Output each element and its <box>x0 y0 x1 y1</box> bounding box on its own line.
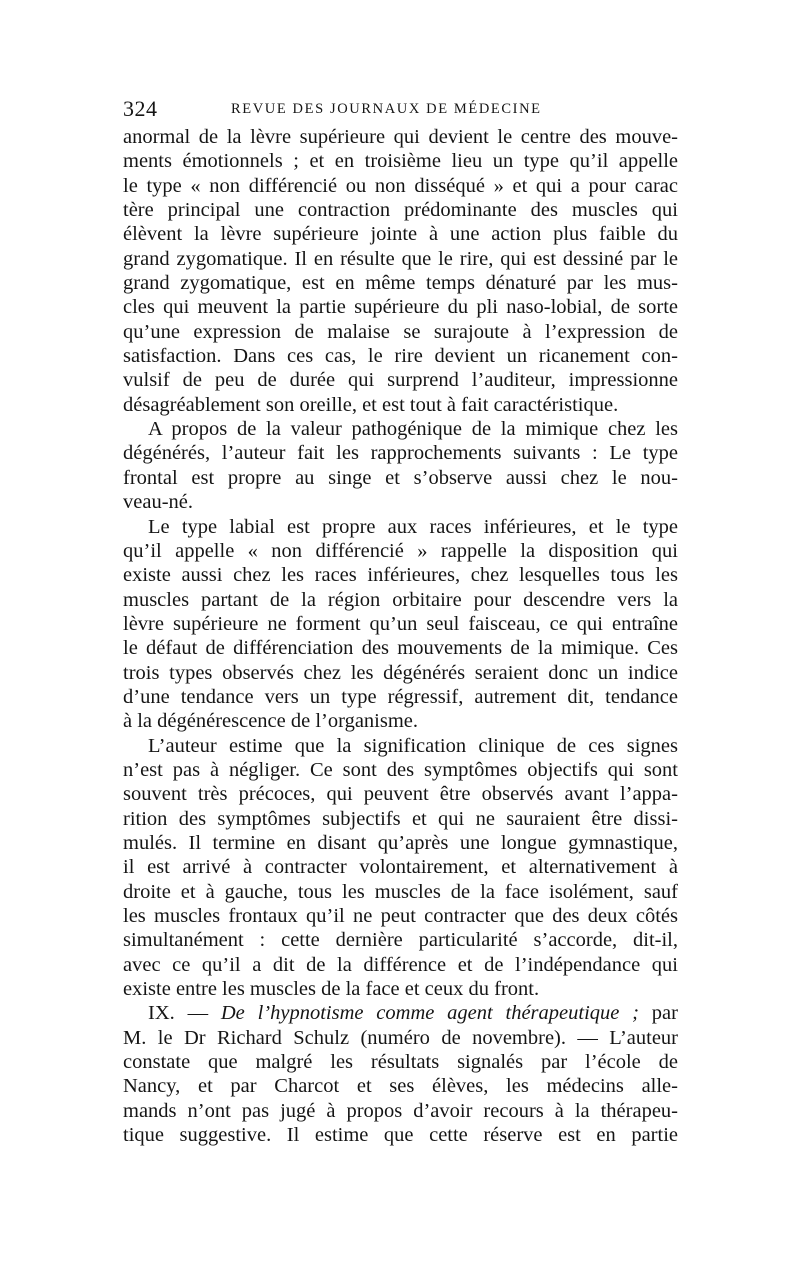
text-line: il est arrivé à contracter volontairement, et alternativement à <box>123 856 678 879</box>
text-line: le défaut de différenciation des mouvements de la mimique. Ces <box>123 637 678 660</box>
text-line: M. le Dr Richard Schulz (numéro de novembre). — L’auteur <box>123 1026 678 1049</box>
text-line: les muscles frontaux qu’il ne peut contracter que des deux côtés <box>123 905 678 927</box>
text-line: existe aussi chez les races inférieures, chez lesquelles tous les <box>123 564 678 587</box>
text-line: grand zygomatique, est en même temps dénaturé par les mus- <box>123 272 678 295</box>
text-line: rition des symptômes subjectifs et qui ne sauraient être dissi- <box>123 807 678 830</box>
text-line: désagréablement son oreille, et est tout à fait caractéristique. <box>123 393 619 416</box>
text-line: Nancy, et par Charcot et ses élèves, les médecins alle- <box>123 1075 678 1098</box>
text-line: grand zygomatique. Il en résulte que le rire, qui est dessiné par le <box>123 247 678 270</box>
text-line: muscles partant de la région orbitaire pour descendre vers la <box>123 588 678 611</box>
text-line: Le type labial est propre aux races inférieures, et le type <box>148 515 678 538</box>
text-line: le type « non différencié ou non disséqué » et qui a pour carac <box>123 174 678 197</box>
text-line: qu’il appelle « non différencié » rappelle la disposition qui <box>123 539 678 562</box>
text-line: vulsif de peu de durée qui surprend l’auditeur, impressionne <box>123 369 678 392</box>
page-header <box>123 96 678 126</box>
text-line: satisfaction. Dans ces cas, le rire devient un ricanement con- <box>123 345 678 368</box>
text-line: mulés. Il termine en disant qu’après une longue gymnastique, <box>123 831 678 854</box>
text-line: constate que malgré les résultats signalés par l’école de <box>123 1051 678 1074</box>
text-line: frontal est propre au singe et s’observe aussi chez le nou- <box>123 466 678 489</box>
text-line: d’une tendance vers un type régressif, autrement dit, tendance <box>123 685 678 708</box>
text-line: à la dégénérescence de l’organisme. <box>123 710 419 733</box>
text-line: élèvent la lèvre supérieure jointe à une action plus faible du <box>123 223 678 246</box>
text-line: n’est pas à négliger. Ce sont des symptômes objectifs qui sont <box>123 758 678 781</box>
text-line: souvent très précoces, qui peuvent être observés avant l’appa- <box>123 783 678 806</box>
text-line: avec ce qu’il a dit de la différence et de l’indépendance qui <box>123 953 678 976</box>
text-line: dégénérés, l’auteur fait les rapprochements suivants : Le type <box>123 442 678 465</box>
text-line: cles qui meuvent la partie supérieure du pli naso-lobial, de sorte <box>123 296 678 319</box>
text-line: droite et à gauche, tous les muscles de la face isolément, sauf <box>123 880 678 903</box>
text-line: trois types observés chez les dégénérés seraient donc un indice <box>123 661 678 684</box>
text-line: simultanément : cette dernière particularité s’accorde, dit-il, <box>123 929 678 952</box>
text-line: tère principal une contraction prédominante des muscles qui <box>123 199 678 222</box>
text-line: IX. — De l’hypnotisme comme agent thérapeutique ; par <box>148 1002 678 1025</box>
text-line: ments émotionnels ; et en troisième lieu un type qu’il appelle <box>123 150 678 173</box>
text-line: tique suggestive. Il estime que cette réserve est en partie <box>123 1124 678 1147</box>
text-line: mands n’ont pas jugé à propos d’avoir recours à la thérapeu- <box>123 1099 678 1122</box>
article-body <box>123 125 678 1147</box>
text-line: anormal de la lèvre supérieure qui devient le centre des mouve- <box>123 126 678 148</box>
text-line: existe entre les muscles de la face et ceux du front. <box>123 978 540 1001</box>
text-line: L’auteur estime que la signification clinique de ces signes <box>148 734 678 757</box>
text-line: qu’une expression de malaise se surajoute à l’expression de <box>123 320 678 343</box>
text-line: lèvre supérieure ne forment qu’un seul faisceau, ce qui entraîne <box>123 612 678 635</box>
text-line: veau-né. <box>123 491 193 514</box>
page-number: 324 <box>123 96 158 121</box>
running-title: REVUE DES JOURNAUX DE MÉDECINE <box>231 101 542 117</box>
text-line: A propos de la valeur pathogénique de la mimique chez les <box>148 418 678 441</box>
